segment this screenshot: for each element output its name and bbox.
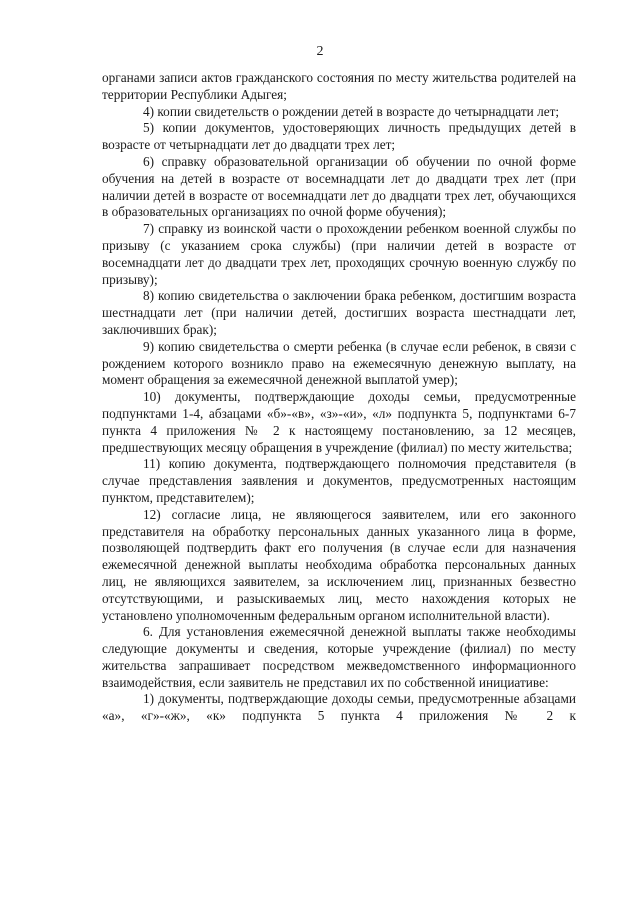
document-body <box>102 70 576 725</box>
paragraph-item-7: 7) справку из воинской части о прохождении ребенком военной службы по призыву (с указанием срока службы) (при наличии детей в возрасте от восемнадцати лет до двадцати трех лет, проходящих срочную военную службу по призыву); <box>102 221 576 287</box>
paragraph-item-5: 5) копии документов, удостоверяющих личность предыдущих детей в возрасте от четырнадцати лет до двадцати трех лет; <box>102 120 576 153</box>
paragraph-section-6: 6. Для установления ежемесячной денежной выплаты также необходимы следующие документы и сведения, которые учреждение (филиал) по месту жительства запрашивает посредством межведомственного информационного взаимодействия, если заявитель не представил их по собственной инициативе: <box>102 624 576 690</box>
page-number: 2 <box>316 44 324 59</box>
paragraph-item-8: 8) копию свидетельства о заключении брака ребенком, достигшим возраста шестнадцати лет (при наличии детей, достигших возраста шестнадцати лет, заключивших брак); <box>102 288 576 337</box>
paragraph-item-9: 9) копию свидетельства о смерти ребенка (в случае если ребенок, в связи с рождением которого возникло право на ежемесячную денежную выплату, на момент обращения за ежемесячной денежной выплатой умер); <box>102 338 576 388</box>
paragraph-item-11: 11) копию документа, подтверждающего полномочия представителя (в случае представления заявления и документов, предусмотренных настоящим пунктом, представителем); <box>102 456 576 505</box>
paragraph-item-10: 10) документы, подтверждающие доходы семьи, предусмотренные подпунктами 1-4, абзацами «б»-«в», «з»-«и», «л» подпункта 5, подпунктами 6-7 пункта 4 приложения № 2 к настоящему постановлению, за 12 месяцев, предшествующих месяцу обращения в учреждение (филиал) по месту жительства; <box>102 389 576 455</box>
paragraph-item-6: 6) справку образовательной организации об обучении по очной форме обучения на детей в возрасте от восемнадцати лет до двадцати трех лет (при наличии детей в возрасте от восемнадцати лет до двадцати трех лет, обучающихся в образовательных организациях по очной форме обучения); <box>102 153 576 220</box>
paragraph-continuation: органами записи актов гражданского состояния по месту жительства родителей на территории Республики Адыгея; <box>102 70 576 102</box>
paragraph-item-12: 12) согласие лица, не являющегося заявителем, или его законного представителя на обработку персональных данных указанного лица в форме, позволяющей подтвердить факт его получения (в случае если для назначения ежемесячной денежной выплаты необходима обработка персональных данных лиц, не являющихся заявителем, за исключением лиц, признанных безвестно отсутствующими, и разыскиваемых лиц, место нахождения которых не установлено уполномоченным федеральным органом исполнительной власти). <box>102 506 576 623</box>
paragraph-item-4: 4) копии свидетельств о рождении детей в возрасте до четырнадцати лет; <box>143 103 560 119</box>
paragraph-section-6-item-1: 1) документы, подтверждающие доходы семьи, предусмотренные абзацами «а», «г»-«ж», «к» подпункта 5 пункта 4 приложения № 2 к <box>102 691 576 724</box>
